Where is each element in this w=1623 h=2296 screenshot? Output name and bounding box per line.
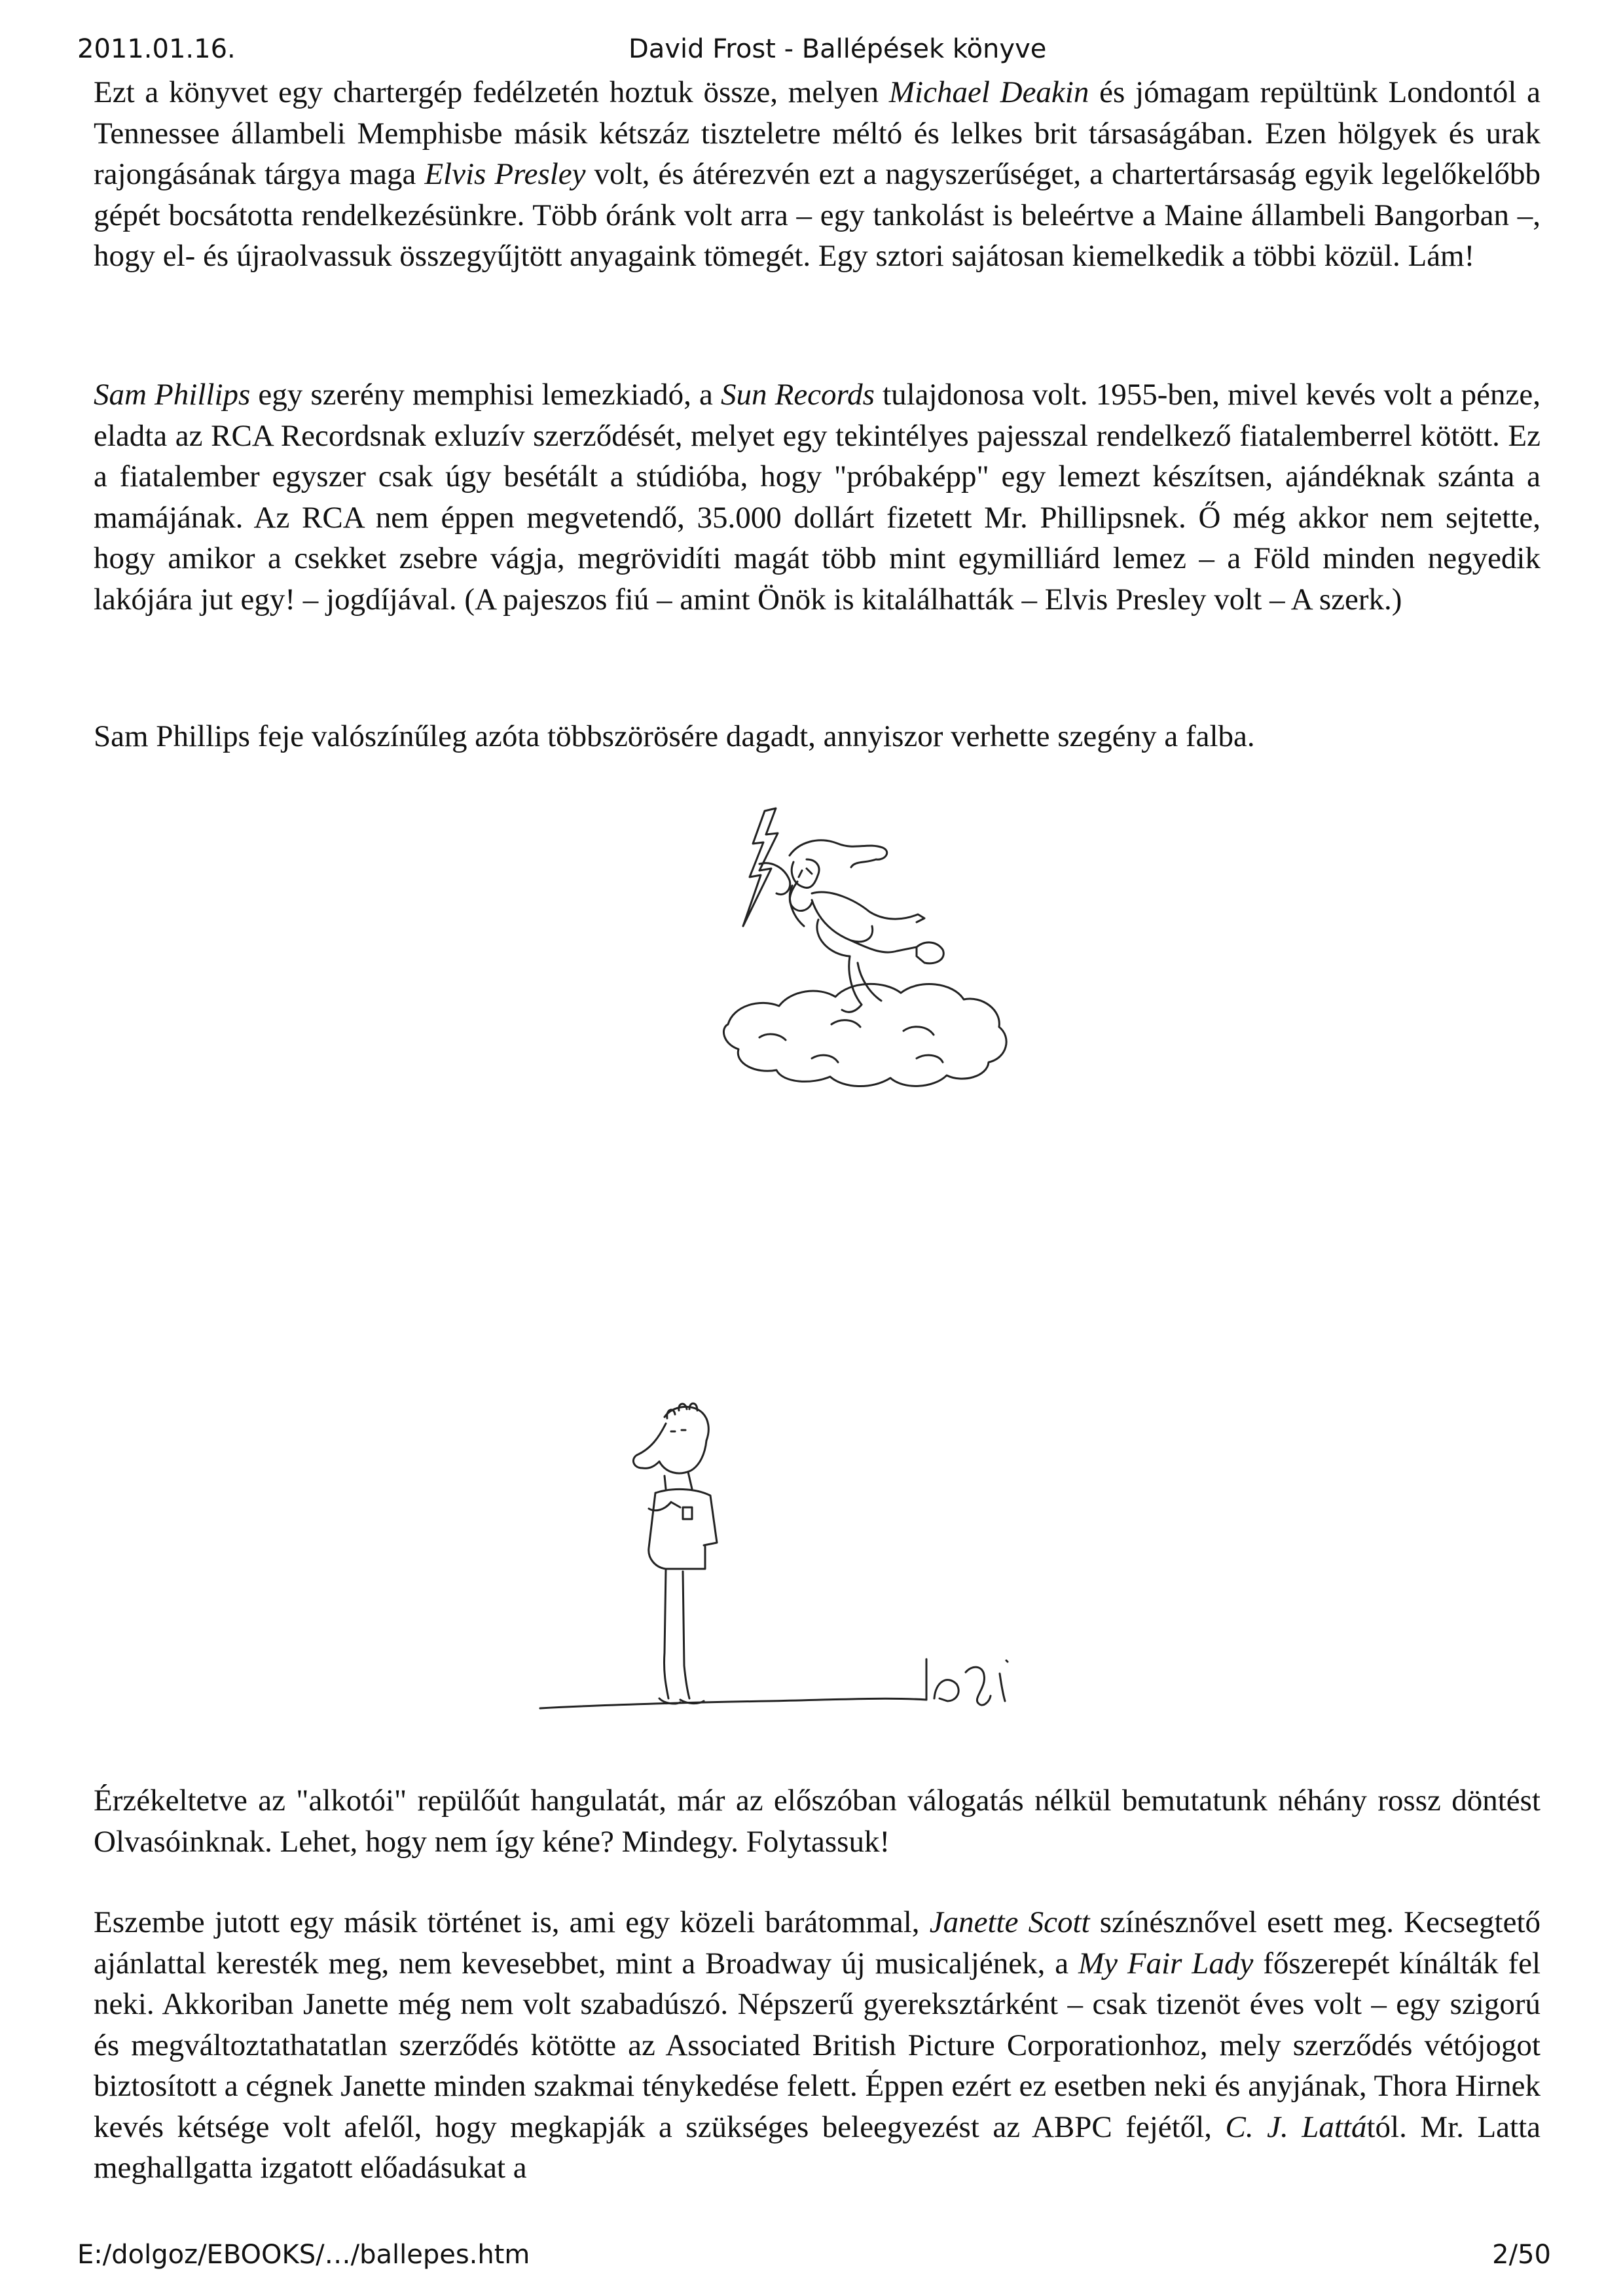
person-name: Elvis Presley: [424, 157, 586, 191]
musical-title: My Fair Lady: [1078, 1946, 1254, 1981]
cartoon-man-standing: [520, 1391, 1077, 1734]
header-date: 2011.01.16.: [77, 34, 236, 64]
footer-page-number: 2/50: [1492, 2240, 1551, 2270]
text-run: Eszembe jutott egy másik történet is, ami egy közeli barátommal,: [94, 1905, 930, 1939]
header-title: David Frost - Ballépések könyve: [629, 34, 1047, 64]
company-name: Sun Records: [721, 378, 875, 412]
paragraph-1: [94, 72, 1541, 277]
text-run: volt, és átérezvén ezt a nagyszerűséget, a chartertársaság egyik legelőkelőbb gépét bocsátotta rendelkezésünkre. Több óránk volt arra – egy tankolást is beleértve a Maine állambeli Bangorban –, hogy el- és újraolvassuk összegyűjtött anyagaink tömegét. Egy sztori sajátosan kiemelkedik a többi közül. Lám!: [94, 157, 1541, 273]
text-run: Ezt a könyvet egy chartergép fedélzetén hoztuk össze, melyen: [94, 75, 889, 109]
person-name: C. J. Lattá: [1225, 2109, 1367, 2144]
lightning-bolt-icon: [743, 808, 778, 926]
text-run: Érzékeltetve az "alkotói" repülőút hangulatát, már az előszóban válogatás nélkül bemutatunk néhány rossz döntést Olvasóinknak. Lehet, hogy nem így kéne? Mindegy. Folytassuk!: [94, 1784, 1541, 1859]
text-run: és jómagam repültünk Londontól a Tennessee állambeli Memphisbe másik kétszáz tiszteletre méltó és lelkes brit társaságában. Ezen hölgyek és urak rajongásának tárgya maga: [94, 75, 1541, 191]
paragraph-4: [94, 1780, 1541, 1862]
person-name: Janette Scott: [929, 1905, 1090, 1939]
paragraph-3: [94, 716, 1541, 757]
paragraph-5: [94, 1902, 1541, 2189]
text-run: tulajdonosa volt. 1955-ben, mivel kevés volt a pénze, eladta az RCA Recordsnak exluzív szerződését, melyet egy tekintélyes pajesszal rendelkező fiatalemberrel kötött. Ez a fiatalember egyszer csak úgy besétált a stúdióba, hogy "próbaképp" egy lemezt készítsen, ajándéknak szánta a mamájának. Az RCA nem éppen megvetendő, 35.000 dollárt fizetett Mr. Phillipsnek. Ő még akkor nem sejtette, hogy amikor a csekket zsebre vágja, megrövidíti magát több mint egymilliárd lemez – a Föld minden negyedik lakójára jut egy! – jogdíjával. (A pajeszos fiú – amint Önök is kitalálhatták – Elvis Presley volt – A szerk.): [94, 378, 1541, 617]
footer-path: E:/dolgoz/EBOOKS/…/ballepes.htm: [77, 2240, 530, 2270]
text-run: színésznővel esett meg. Kecsegtető ajánlattal keresték meg, nem kevesebbet, mint a Broadway új musicaljének, a: [94, 1905, 1541, 1981]
cartoon-zeus-on-cloud: [720, 802, 1113, 1194]
text-run: egy szerény memphisi lemezkiadó, a: [250, 378, 721, 412]
person-name: Michael Deakin: [888, 75, 1089, 109]
text-run: tól. Mr. Latta meghallgatta izgatott előadásukat a: [94, 2109, 1541, 2185]
paragraph-2: [94, 374, 1541, 620]
text-run: Sam Phillips feje valószínűleg azóta többszörösére dagadt, annyiszor verhette szegény a falba.: [94, 719, 1255, 753]
text-run: főszerepét kínálták fel neki. Akkoriban Janette még nem volt szabadúszó. Népszerű gyereksztárként – csak tizenöt éves volt – egy szigorú és megváltoztathatatlan szerződés kötötte az Associated British Picture Corporationhoz, mely szerződés vétójogot biztosított a cégnek Janette minden szakmai ténykedése felett. Éppen ezért ez esetben neki és anyjának, Thora Hirnek kevés kétsége volt afelől, hogy megkapják a szükséges beleegyezést az ABPC fejétől,: [94, 1946, 1541, 2144]
person-name: Sam Phillips: [94, 378, 251, 412]
